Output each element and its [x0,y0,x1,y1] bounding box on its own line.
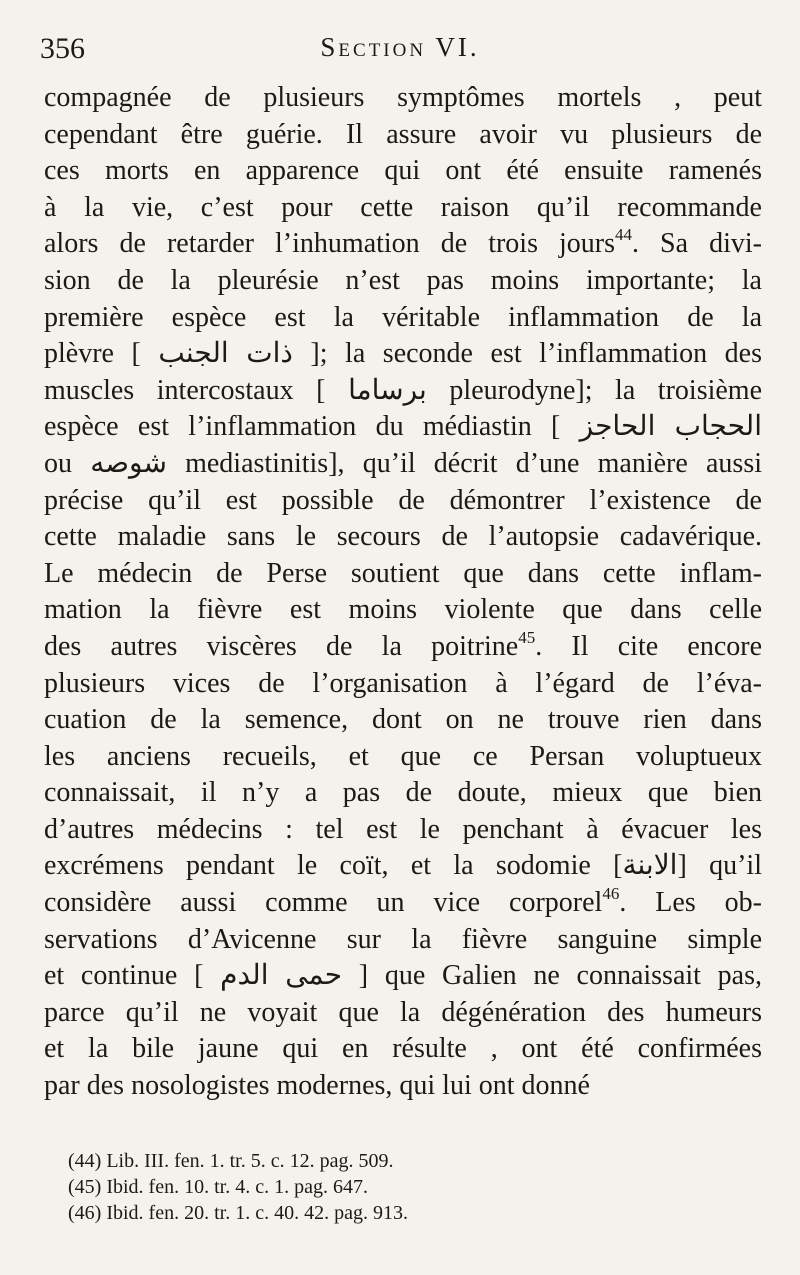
footnote-ref-44: 44 [615,225,633,245]
line-text: considère aussi comme un vice corporel [44,887,603,919]
text-line: Le médecin de Perse soutient que dans cette inflam- [44,557,762,589]
text-line: les anciens recueils, et que ce Persan voluptueux [44,740,762,772]
text-line: compagnée de plusieurs symptômes mortels , peut [44,82,762,113]
line-text: alors de retarder l’inhumation de trois jours [44,228,616,260]
line-tail: . Sa divi- [632,228,762,260]
body-text [44,80,762,1105]
text-line: excrémens pendant le coït, et la sodomie [الابنة] qu’il [44,850,762,882]
text-line: cuation de la semence, dont on ne trouve rien dans [44,704,762,736]
text-line: espèce est l’inflammation du médiastin [ الحجاب الحاجز [44,411,762,443]
footnote-46: (46) Ibid. fen. 20. tr. 1. c. 40. 42. pag. 913. [68,1202,408,1224]
text-line [44,226,762,263]
footnote-ref-45: 45 [518,627,536,647]
text-line: précise qu’il est possible de démontrer l’existence de [44,484,762,516]
line-tail: . Il cite encore [535,630,762,662]
running-head: Section VI. [320,32,480,62]
text-line: plèvre [ ذات الجنب ]; la seconde est l’inflammation des [44,338,762,370]
text-line: parce qu’il ne voyait que la dégénération des humeurs [44,996,762,1028]
text-line: cependant être guérie. Il assure avoir vu plusieurs de [44,118,762,150]
footnotes [68,1148,688,1226]
text-line [44,629,762,666]
text-line: mation la fièvre est moins violente que dans celle [44,594,762,626]
footnote-44: (44) Lib. III. fen. 1. tr. 5. c. 12. pag. 509. [68,1150,394,1172]
text-line: et continue [ حمى الدم ] que Galien ne connaissait pas, [44,960,762,992]
text-line: sion de la pleurésie n’est pas moins importante; la [44,264,762,296]
text-line: servations d’Avicenne sur la fièvre sanguine simple [44,923,762,955]
text-line: à la vie, c’est pour cette raison qu’il recommande [44,191,762,223]
footnote-45: (45) Ibid. fen. 10. tr. 4. c. 1. pag. 647. [68,1176,368,1198]
line-tail: . Les ob- [619,887,762,919]
text-line: première espèce est la véritable inflammation de la [44,301,762,333]
text-line: connaissait, il n’y a pas de doute, mieux que bien [44,777,762,809]
text-line: ou شوصه mediastinitis], qu’il décrit d’une manière aussi [44,447,762,479]
line-text: des autres viscères de la poitrine [44,630,519,662]
text-line: par des nosologistes modernes, qui lui ont donné [44,1070,590,1102]
page-number: 356 [40,32,85,65]
text-line: d’autres médecins : tel est le penchant à évacuer les [44,813,762,845]
footnote-ref-46: 46 [602,884,620,904]
text-line [44,885,762,922]
text-line: et la bile jaune qui en résulte , ont été confirmées [44,1033,762,1065]
text-line: ces morts en apparence qui ont été ensuite ramenés [44,155,762,187]
text-line: plusieurs vices de l’organisation à l’égard de l’éva- [44,667,762,699]
text-line: muscles intercostaux [ برساما pleurodyne]; la troisième [44,374,763,406]
page-header [40,28,760,68]
text-line: cette maladie sans le secours de l’autopsie cadavérique. [44,521,762,553]
